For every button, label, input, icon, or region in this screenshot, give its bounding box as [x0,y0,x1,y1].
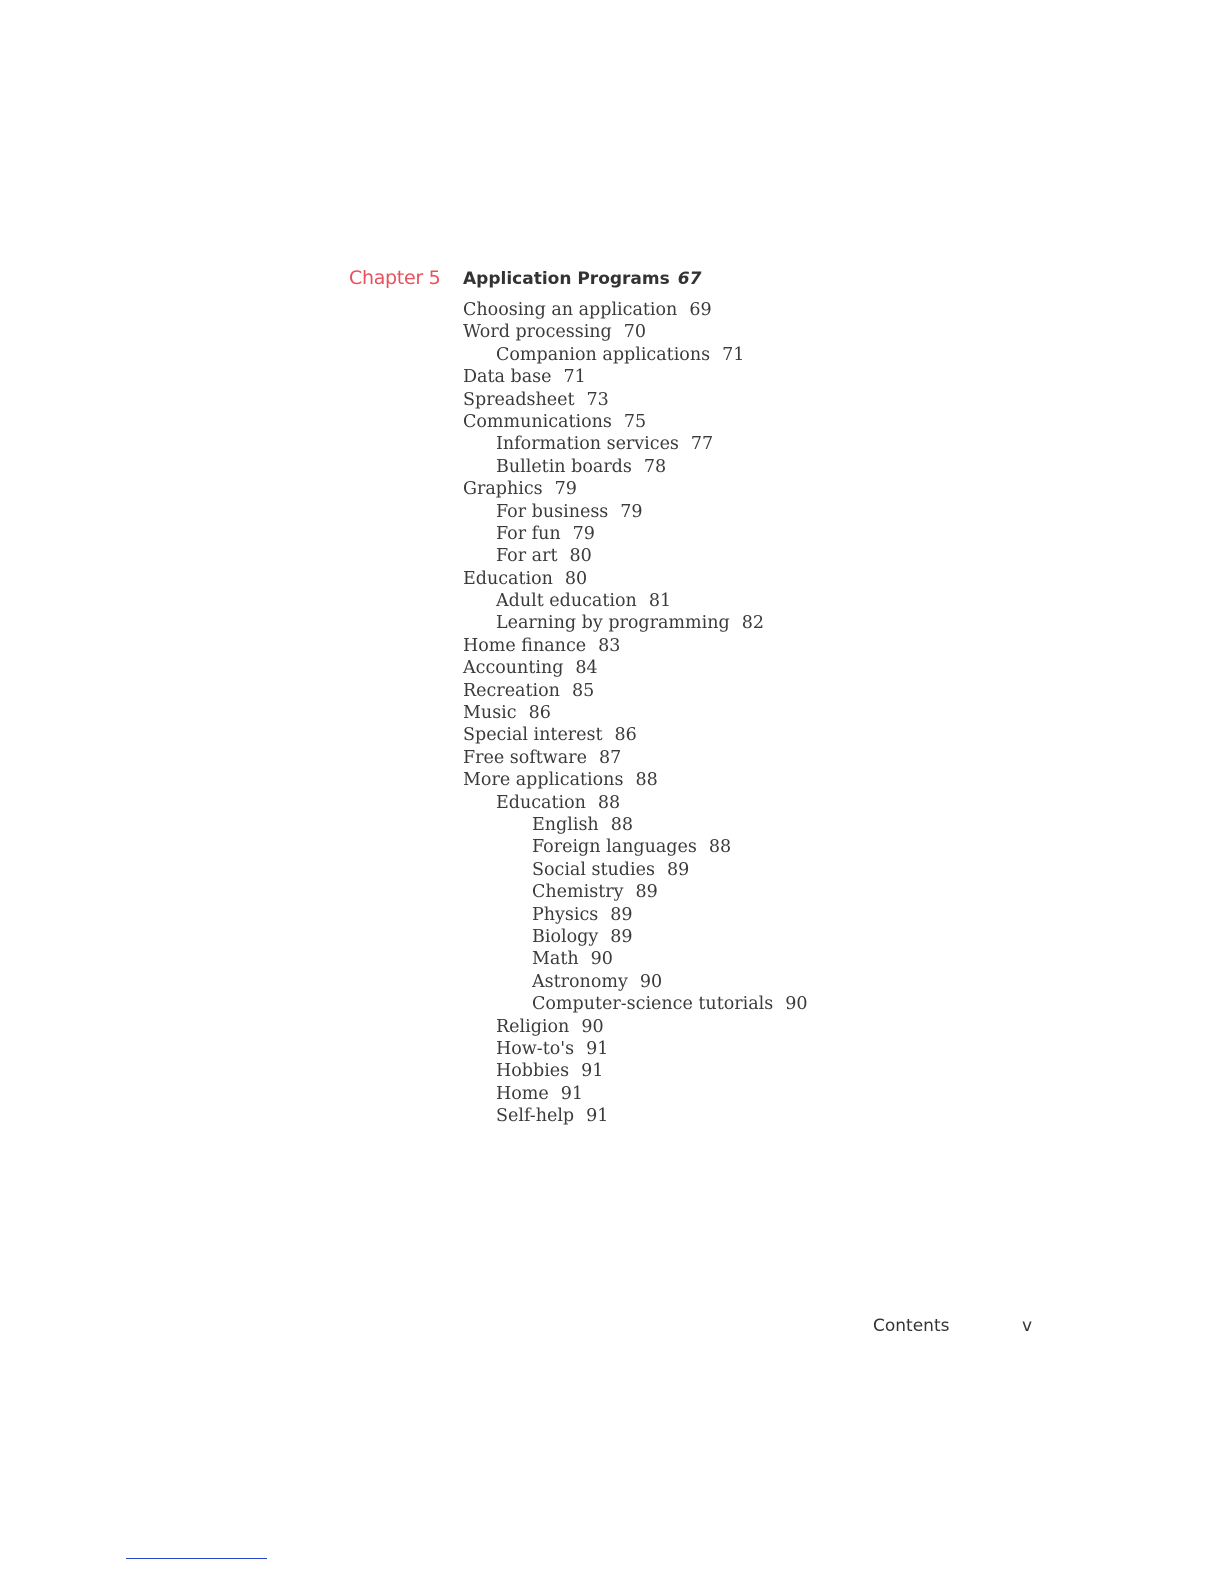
toc-entry-page: 90 [785,994,808,1015]
toc-entry-page: 88 [708,837,732,858]
toc-entry [463,545,808,567]
toc-entry-page: 91 [586,1106,609,1127]
toc-entry-page: 73 [586,389,609,410]
toc-entry-page: 90 [581,1016,604,1037]
toc-entry-page: 89 [635,882,658,903]
toc-entry-title: Companion applications [496,344,711,365]
toc-entry [463,814,808,836]
toc-entry [463,724,808,746]
toc-entry-page: 77 [690,434,714,455]
toc-entry-title: Data base [463,367,552,388]
footer-page-number: v [1022,1316,1033,1336]
toc-entry [463,702,808,724]
toc-entry [463,568,808,590]
toc-entry-title: Hobbies [496,1061,570,1082]
toc-entry-title: Foreign languages [532,837,697,858]
toc-entry-page: 90 [590,949,613,970]
bottom-rule [126,1558,267,1559]
toc-entry-title: Free software [463,747,587,768]
toc-entry-page: 88 [597,792,621,813]
toc-entry [463,389,808,411]
toc-entry [463,366,808,388]
toc-entry-page: 86 [528,703,551,724]
toc-entry-page: 69 [689,300,712,320]
toc-entry-title: Chemistry [532,882,624,903]
toc-entry-page: 88 [610,814,633,835]
toc-entry-title: For art [496,546,558,567]
toc-entry [463,523,808,545]
toc-entry-page: 89 [610,904,633,925]
toc-entry-page: 84 [575,658,598,679]
toc-entry-page: 91 [581,1061,604,1082]
toc-entry [463,321,808,343]
toc-entry-page: 91 [586,1038,609,1059]
toc-entry [463,836,808,858]
toc-entry-title: Word processing [463,322,612,343]
toc-entry [463,478,808,500]
toc-entry-page: 71 [563,367,586,388]
toc-entry-title: Information services [496,434,679,455]
toc-entry-page: 79 [554,479,577,500]
toc-entry-page: 80 [564,568,588,589]
toc-entry [463,948,808,970]
toc-entry-title: More applications [463,770,624,791]
toc-entry [463,680,808,702]
toc-list [463,299,808,1127]
toc-entry [463,501,808,523]
toc-entry-title: Social studies [532,859,655,880]
toc-entry-title: Graphics [463,479,543,500]
toc-entry-title: Self-help [496,1106,575,1127]
toc-entry-title: Biology [532,926,599,947]
toc-entry-page: 88 [635,770,658,791]
chapter-heading [463,269,701,289]
toc-entry-title: Special interest [463,725,603,746]
toc-entry-title: Home [496,1083,549,1104]
chapter-title: Application Programs [463,269,670,289]
toc-entry-title: Bulletin boards [496,456,632,477]
toc-entry-page: 79 [572,523,595,544]
toc-entry [463,411,808,433]
toc-entry [463,612,808,634]
chapter-label: Chapter 5 [349,267,441,289]
toc-entry-title: Spreadsheet [463,389,575,410]
toc-entry-title: For business [496,501,609,522]
toc-entry [463,657,808,679]
toc-entry-title: Recreation [463,680,560,701]
toc-entry [463,926,808,948]
toc-entry-page: 89 [666,859,690,880]
toc-entry-title: Adult education [496,591,637,612]
toc-entry-title: Music [463,703,517,724]
toc-entry-page: 91 [560,1083,584,1104]
toc-entry-title: English [532,814,599,835]
toc-entry [463,859,808,881]
toc-entry-page: 86 [614,725,637,746]
toc-entry [463,1016,808,1038]
toc-entry [463,1105,808,1127]
toc-entry-page: 78 [643,456,667,477]
toc-entry [463,971,808,993]
toc-entry-title: Accounting [463,658,564,679]
toc-entry-page: 79 [620,501,643,522]
toc-entry [463,1038,808,1060]
toc-entry [463,792,808,814]
toc-entry-page: 71 [722,344,745,365]
toc-entry-page: 80 [569,546,592,567]
toc-entry-title: For fun [496,523,561,544]
toc-entry [463,1060,808,1082]
toc-entry [463,456,808,478]
footer-section-label: Contents [873,1316,950,1336]
toc-entry [463,1083,808,1105]
toc-entry-title: Religion [496,1016,570,1037]
toc-entry [463,747,808,769]
toc-entry-title: Learning by programming [496,613,730,634]
toc-entry-page: 83 [598,635,621,656]
toc-entry-page: 81 [648,591,672,612]
toc-entry-page: 82 [741,613,764,634]
chapter-page-number: 67 [677,269,702,289]
toc-entry-title: Math [532,949,579,970]
toc-entry-page: 90 [639,971,663,992]
toc-entry-title: Computer-science tutorials [532,994,774,1015]
toc-entry-page: 70 [623,322,647,343]
toc-entry-title: Education [496,792,586,813]
toc-entry [463,433,808,455]
toc-entry [463,635,808,657]
toc-entry [463,993,808,1015]
toc-entry [463,299,808,321]
toc-entry-title: Astronomy [532,971,628,992]
toc-entry [463,344,808,366]
toc-entry-title: Home finance [463,635,587,656]
toc-entry [463,904,808,926]
toc-entry-title: Physics [532,904,599,925]
toc-entry-title: Choosing an application [463,300,678,320]
toc-entry [463,881,808,903]
toc-entry-title: Communications [463,411,612,432]
toc-entry-page: 85 [571,680,595,701]
toc-entry [463,590,808,612]
toc-entry-title: How-to's [496,1038,575,1059]
toc-entry-page: 89 [610,926,633,947]
toc-entry-page: 75 [623,411,647,432]
toc-entry-title: Education [463,568,553,589]
toc-entry [463,769,808,791]
toc-entry-page: 87 [598,747,622,768]
